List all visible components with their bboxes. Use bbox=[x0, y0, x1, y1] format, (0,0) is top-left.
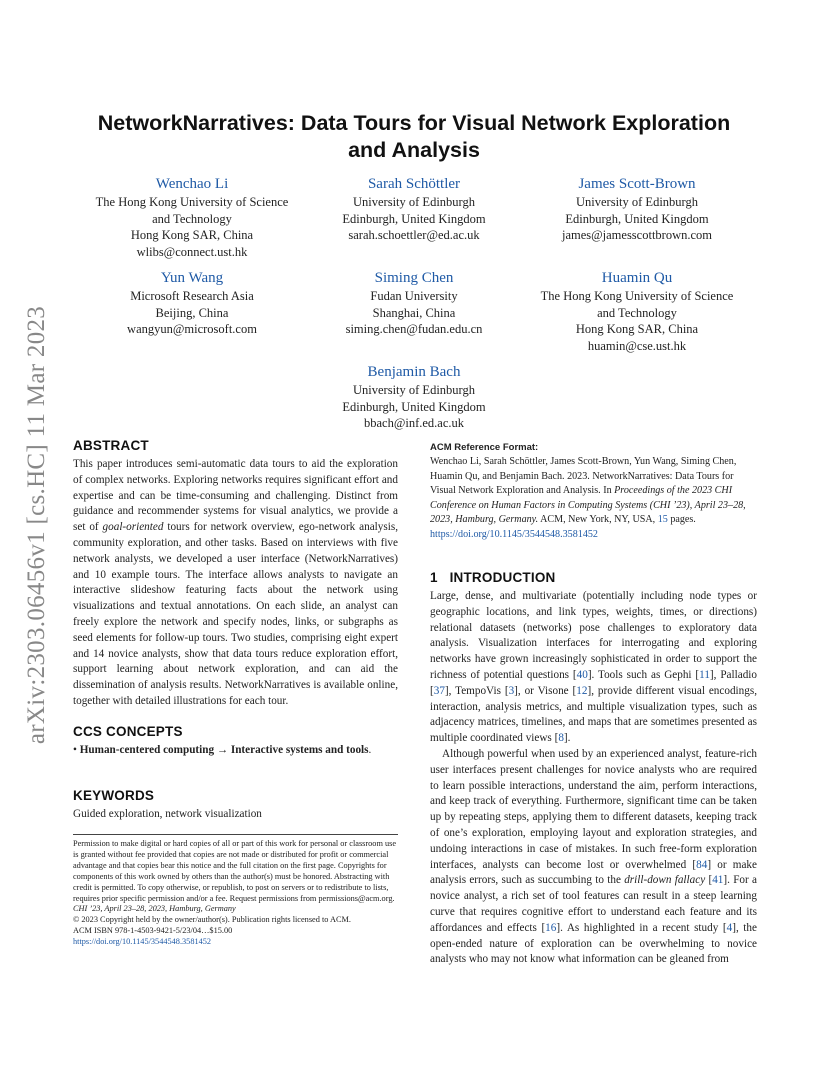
isbn: ACM ISBN 978-1-4503-9421-5/23/04…$15.00 bbox=[73, 926, 233, 936]
intro-paragraph-1: Large, dense, and multivariate (potentially including node types or geographic locations, and link types, weights, times, or directions) relational datasets (networks) pose challenges to exploratory data analysis. Visualization interfaces for interrogating and exploring networks have grown increasingly sophisticated in order to support the richness of potential questions [40]. Tools such as Gephi [11], Palladio [37], TempoVis [3], or Visone [12], provide different visual encodings, interaction, analysis metrics, and multiple visualization types, such as adjacency matrices, timelines, and maps that are sometimes presented as multiple coordinated views [8]. bbox=[430, 590, 757, 745]
author-name: Yun Wang bbox=[160, 270, 224, 286]
introduction-section bbox=[430, 570, 757, 968]
acm-doi-link[interactable]: https://doi.org/10.1145/3544548.3581452 bbox=[430, 528, 598, 540]
author-email: wlibs@connect.ust.hk bbox=[136, 244, 248, 259]
copyright-notice: © 2023 Copyright held by the owner/author(s). Publication rights licensed to ACM. bbox=[73, 915, 351, 925]
abstract-text: This paper introduces semi-automatic data tours to aid the exploration of complex networks. Exploring networks requires significant effort and expertise and can be time-consuming and challenging. Distinct from guidance and recommender systems for visual analytics, we provide a set of goal-oriented tours for network overview, ego-network analysis, community exploration, and other tasks. Based on interviews with five network analysts, we developed a user interface (NetworkNarratives) and 10 example tours. The interface allows analysts to navigate an interactive slideshow featuring facts about the network using visualizations and textual annotations. On each slide, an analyst can freely explore the network and specify nodes, links, or subgraphs as seed elements for follow-up tours. Two studies, comprising eight expert and 14 novice analysts, show that data tours reduce exploration effort, support learning about network exploration, and can aid the dissemination of analysis results. NetworkNarratives is available online, together with detailed illustrations for each tour. bbox=[73, 458, 398, 707]
doi-link[interactable]: https://doi.org/10.1145/3544548.3581452 bbox=[73, 937, 212, 947]
citation-link[interactable]: 40 bbox=[576, 668, 588, 681]
ccs-section bbox=[73, 724, 398, 759]
keywords-heading: KEYWORDS bbox=[73, 788, 155, 803]
acm-reference-section bbox=[430, 442, 757, 542]
author-email: bbach@inf.ed.ac.uk bbox=[363, 416, 464, 430]
author-block bbox=[72, 174, 312, 260]
author-block bbox=[72, 268, 312, 338]
author-affiliation: and Technology bbox=[152, 211, 232, 226]
author-email: sarah.schoettler@ed.ac.uk bbox=[348, 228, 480, 242]
title-line-2: and Analysis bbox=[348, 138, 480, 162]
ccs-text: • Human-centered computing → Interactive systems and tools. bbox=[73, 744, 372, 756]
author-name: Wenchao Li bbox=[155, 176, 229, 192]
author-affiliation: The Hong Kong University of Science bbox=[95, 195, 289, 209]
acm-reference-heading: ACM Reference Format: bbox=[430, 442, 539, 453]
introduction-heading: 1 INTRODUCTION bbox=[430, 570, 556, 585]
author-email: siming.chen@fudan.edu.cn bbox=[345, 322, 483, 336]
author-name: James Scott-Brown bbox=[578, 176, 696, 192]
arxiv-stamp bbox=[14, 290, 60, 760]
ccs-heading: CCS CONCEPTS bbox=[73, 724, 183, 739]
author-location: Beijing, China bbox=[155, 305, 229, 320]
author-location: Hong Kong SAR, China bbox=[130, 228, 254, 242]
citation-link[interactable]: 41 bbox=[712, 874, 724, 887]
citation-link[interactable]: 3 bbox=[508, 684, 515, 697]
author-block bbox=[294, 362, 534, 432]
conference-venue: CHI ’23, April 23–28, 2023, Hamburg, Germany bbox=[73, 904, 236, 914]
citation-link[interactable]: 12 bbox=[576, 684, 588, 697]
abstract-heading: ABSTRACT bbox=[73, 438, 149, 453]
author-block bbox=[517, 268, 757, 354]
arxiv-stamp-text: arXiv:2303.06456v1 [cs.HC] 11 Mar 2023 bbox=[23, 305, 50, 745]
intro-paragraph-2: Although powerful when used by an experienced analyst, feature-rich user interfaces present challenges for novice analysts who are required to learn possible interactions, understand the aim, perform interactions, and keep track of everything. Furthermore, significant time can be taken up by repeating steps, applying them to different datasets, keeping track of one’s exploration, employing layout and exploration strategies, and undoing interactions in case of mistakes. In such free-form exploration interfaces, analysts can become lost or overwhelmed [84] or make analysis errors, such as succumbing to the drill-down fallacy [41]. For a novice analyst, a rich set of tool features can result in a steep learning curve that requires cognitive effort to understand each feature and its affordances and effects [16]. As highlighted in a recent study [4], the open-ended nature of exploration can be overwhelming to novice analysts who may not know what information can be gleaned from bbox=[430, 747, 757, 966]
author-location: Edinburgh, United Kingdom bbox=[342, 211, 486, 226]
author-affiliation: Microsoft Research Asia bbox=[130, 289, 254, 303]
author-name: Huamin Qu bbox=[601, 270, 673, 286]
citation-link[interactable]: 4 bbox=[726, 921, 733, 934]
author-email: james@jamesscottbrown.com bbox=[561, 228, 713, 242]
citation-link[interactable]: 84 bbox=[696, 858, 708, 871]
author-email: wangyun@microsoft.com bbox=[127, 322, 257, 336]
author-location: Shanghai, China bbox=[372, 305, 456, 320]
author-block bbox=[294, 174, 534, 244]
author-affiliation: University of Edinburgh bbox=[576, 195, 698, 209]
citation-link[interactable]: 8 bbox=[558, 732, 564, 745]
citation-link[interactable]: 11 bbox=[699, 668, 710, 681]
acm-reference-text: Wenchao Li, Sarah Schöttler, James Scott-Brown, Yun Wang, Siming Chen, Huamin Qu, and Benjamin Bach. 2023. NetworkNarratives: Data Tours for Visual Network Exploration and Analysis. In Proceedings of the 2023 CHI Conference on Human Factors in Computing Systems (CHI ’23), April 23–28, 2023, Hamburg, Germany. ACM, New York, NY, USA, 15 pages. https://doi.org/10.1145/3544548.3581452 bbox=[430, 456, 746, 540]
author-affiliation: The Hong Kong University of Science bbox=[540, 289, 734, 303]
author-location: Edinburgh, United Kingdom bbox=[565, 211, 709, 226]
footnote-section bbox=[73, 834, 398, 948]
title-line-1: NetworkNarratives: Data Tours for Visual Network Exploration bbox=[97, 111, 731, 135]
footnote-rule bbox=[73, 834, 398, 835]
author-name: Benjamin Bach bbox=[367, 364, 461, 380]
keywords-text: Guided exploration, network visualization bbox=[73, 808, 262, 820]
author-block bbox=[517, 174, 757, 244]
citation-link[interactable]: 37 bbox=[433, 684, 445, 697]
author-location: Hong Kong SAR, China bbox=[575, 322, 699, 336]
author-affiliation: Fudan University bbox=[370, 289, 458, 303]
author-block bbox=[294, 268, 534, 338]
citation-link[interactable]: 16 bbox=[545, 921, 557, 934]
author-name: Siming Chen bbox=[374, 270, 454, 286]
author-affiliation: University of Edinburgh bbox=[353, 383, 475, 397]
page-count: 15 bbox=[657, 514, 668, 525]
abstract-section bbox=[73, 438, 398, 710]
author-affiliation: University of Edinburgh bbox=[353, 195, 475, 209]
author-affiliation: and Technology bbox=[597, 305, 677, 320]
permission-text: Permission to make digital or hard copies of all or part of this work for personal or classroom use is granted without fee provided that copies are not made or distributed for profit or commercial advantage and that copies bear this notice and the full citation on the first page. Copyrights for components of this work owned by others than the author(s) must be honored. Abstracting with credit is permitted. To copy otherwise, or republish, to post on servers or to redistribute to lists, requires prior specific permission and/or a fee. Request permissions from permissions@acm.org. bbox=[73, 839, 397, 903]
keywords-section bbox=[73, 788, 398, 823]
author-email: huamin@cse.ust.hk bbox=[587, 338, 687, 353]
author-name: Sarah Schöttler bbox=[367, 176, 461, 192]
paper-title bbox=[70, 110, 758, 164]
author-location: Edinburgh, United Kingdom bbox=[342, 399, 486, 414]
